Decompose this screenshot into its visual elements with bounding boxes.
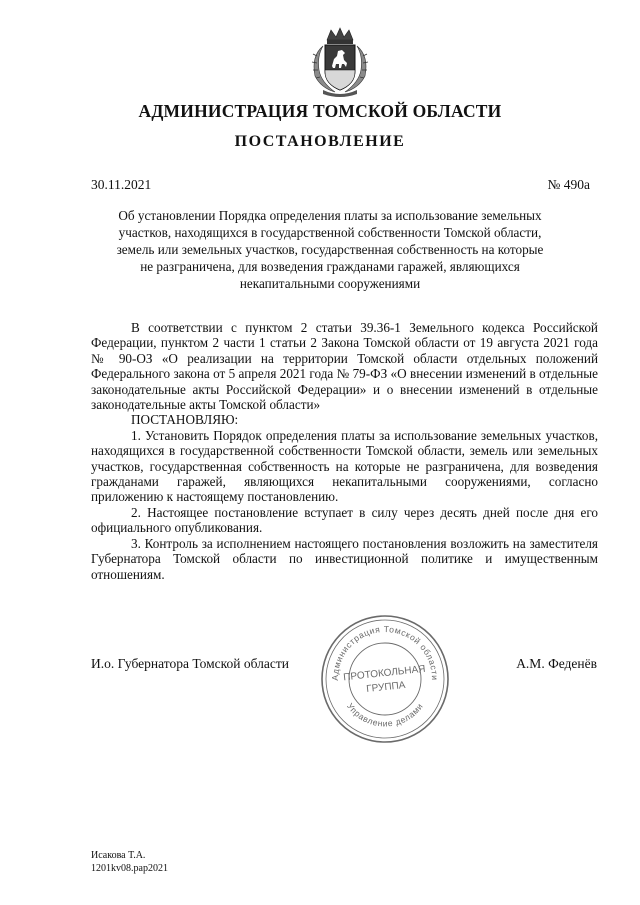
title-line: некапитальными сооружениями (239, 276, 421, 291)
title-line: участков, находящихся в государственной собственности Томской области, (118, 225, 542, 240)
organization-name: АДМИНИСТРАЦИЯ ТОМСКОЙ ОБЛАСТИ (138, 101, 502, 121)
signatory-position: И.о. Губернатора Томской области (91, 656, 289, 671)
official-stamp (318, 612, 452, 746)
stamp-bottom-text: Управление делами (344, 701, 426, 729)
document-date: 30.11.2021 (91, 177, 152, 192)
document-number: № 490а (547, 177, 590, 192)
preamble-paragraph: В соответствии с пунктом 2 статьи 39.36-1 Земельного кодекса Российской Федерации, пунктом 2 части 1 статьи 2 Закона Томской области от 19 августа 2021 года № 90-ОЗ «О реализации на территории Томской области отдельных положений Федерального закона от 5 апреля 2021 года № 79-ФЗ «О внесении изменений в отдельные законодательные акты Российской Федерации» и о внесении изменений в отдельные законодательные акты Томской области» (91, 320, 598, 413)
document-body (91, 320, 598, 582)
clause-3: 3. Контроль за исполнением настоящего постановления возложить на заместителя Губернатора Томской области по инвестиционной политике и имущественным отношениям. (91, 535, 598, 582)
title-line: Об установлении Порядка определения платы за использование земельных (118, 208, 542, 223)
coat-of-arms-emblem (305, 26, 375, 98)
clause-2: 2. Настоящее постановление вступает в силу через десять дней после дня его официального опубликования. (91, 504, 598, 536)
resolve-heading: ПОСТАНОВЛЯЮ: (131, 412, 239, 428)
document-title (80, 207, 580, 292)
title-line: земель или земельных участков, государственная собственность на которые (116, 242, 544, 257)
title-line: не разграничена, для возведения гражданами гаражей, являющихся (140, 259, 520, 274)
stamp-center-line2: ГРУППА (365, 679, 406, 695)
stamp-center-line1: ПРОТОКОЛЬНАЯ (342, 663, 427, 684)
stamp-ring-text: Администрация Томской области (329, 623, 441, 681)
file-code: 1201kv08.рар2021 (91, 863, 168, 874)
clause-1: 1. Установить Порядок определения платы за использование земельных участков, находящихся в государственной собственности Томской области, земель или земельных участков, государственная собственность на которые не разграничена, для возведения гражданами гаражей, являющихся некапитальными сооружениями, согласно приложению к настоящему постановлению. (91, 427, 598, 505)
document-type: ПОСТАНОВЛЕНИЕ (234, 133, 406, 150)
signatory-name: А.М. Феденёв (516, 656, 597, 671)
executor-name: Исакова Т.А. (91, 850, 146, 861)
document-footer (91, 849, 168, 875)
